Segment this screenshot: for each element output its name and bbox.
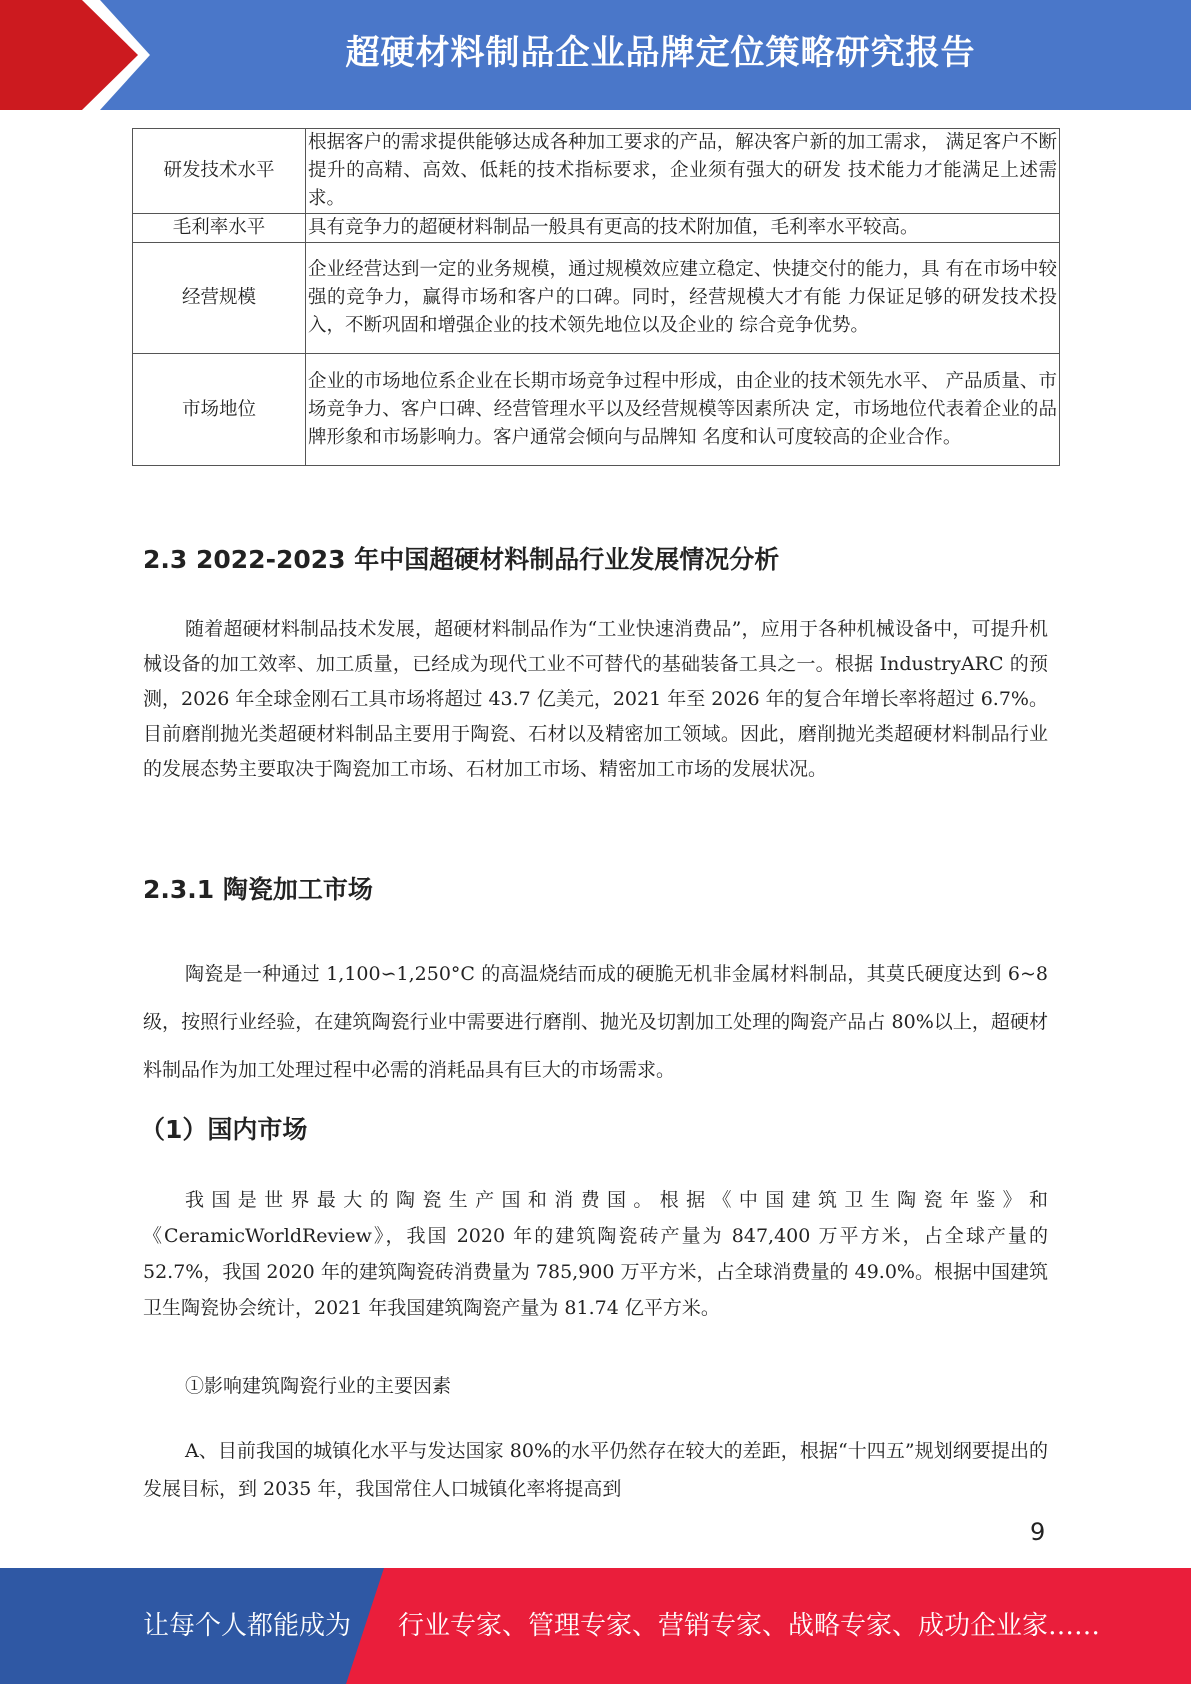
factors-subheading: ①影响建筑陶瓷行业的主要因素 bbox=[185, 1375, 452, 1397]
table-cell-value: 企业经营达到一定的业务规模，通过规模效应建立稳定、快捷交付的能力，具 有在市场中较强的竞争力，赢得市场和客户的口碑。同时，经营规模大才有能 力保证足够的研发技术投入，不断巩固和增强企业的技术领先地位以及企业的 综合竞争优势。 bbox=[306, 243, 1060, 354]
footer-banner bbox=[0, 1568, 1191, 1684]
table-cell-key: 毛利率水平 bbox=[133, 214, 306, 243]
table-cell-value: 企业的市场地位系企业在长期市场竞争过程中形成，由企业的技术领先水平、 产品质量、市场竞争力、客户口碑、经营管理水平以及经营规模等因素所决 定，市场地位代表着企业的品牌形象和市场影响力。客户通常会倾向与品牌知 名度和认可度较高的企业合作。 bbox=[306, 354, 1060, 466]
domestic-paragraph: 我国是世界最大的陶瓷生产国和消费国。根据《中国建筑卫生陶瓷年鉴》和《CeramicWorldReview》，我国 2020 年的建筑陶瓷砖产量为 847,400 万平方米，占全球产量的 52.7%，我国 2020 年的建筑陶瓷砖消费量为 785,900 万平方米，占全球消费量的 49.0%。根据中国建筑卫生陶瓷协会统计，2021 年我国建筑陶瓷产量为 81.74 亿平方米。 bbox=[143, 1189, 1048, 1319]
domestic-market-heading: （1）国内市场 bbox=[140, 1115, 308, 1144]
table-cell-key: 研发技术水平 bbox=[133, 129, 306, 214]
point-a-paragraph: A、目前我国的城镇化水平与发达国家 80%的水平仍然存在较大的差距，根据“十四五”规划纲要提出的发展目标，到 2035 年，我国常住人口城镇化率将提高到 bbox=[143, 1440, 1048, 1500]
page-number: 9 bbox=[1030, 1518, 1046, 1546]
table-row bbox=[133, 354, 1060, 466]
table-row bbox=[133, 243, 1060, 354]
chevron-decoration bbox=[0, 0, 140, 110]
table-cell-value: 根据客户的需求提供能够达成各种加工要求的产品，解决客户新的加工需求， 满足客户不断提升的高精、高效、低耗的技术指标要求，企业须有强大的研发 技术能力才能满足上述需求。 bbox=[306, 129, 1060, 214]
table-cell-value: 具有竞争力的超硬材料制品一般具有更高的技术附加值，毛利率水平较高。 bbox=[306, 214, 1060, 243]
table-row bbox=[133, 214, 1060, 243]
report-title: 超硬材料制品企业品牌定位策略研究报告 bbox=[345, 33, 976, 73]
header-banner bbox=[0, 0, 1191, 110]
footer-slogan-right: 行业专家、管理专家、营销专家、战略专家、成功企业家…… bbox=[398, 1611, 1101, 1641]
section-heading: 2.3 2022-2023 年中国超硬材料制品行业发展情况分析 bbox=[143, 545, 780, 574]
table-row bbox=[133, 129, 1060, 214]
footer-slogan-left: 让每个人都能成为 bbox=[143, 1611, 352, 1641]
table-cell-key: 经营规模 bbox=[133, 243, 306, 354]
table-cell-key: 市场地位 bbox=[133, 354, 306, 466]
factors-table bbox=[132, 128, 1060, 466]
subsection-paragraph: 陶瓷是一种通过 1,100∽1,250°C 的高温烧结而成的硬脆无机非金属材料制品，其莫氏硬度达到 6~8 级，按照行业经验，在建筑陶瓷行业中需要进行磨削、抛光及切割加工处理的陶瓷产品占 80%以上，超硬材料制品作为加工处理过程中必需的消耗品具有巨大的市场需求。 bbox=[143, 963, 1048, 1081]
subsection-heading: 2.3.1 陶瓷加工市场 bbox=[143, 875, 373, 904]
section-paragraph: 随着超硬材料制品技术发展，超硬材料制品作为“工业快速消费品”，应用于各种机械设备中，可提升机械设备的加工效率、加工质量，已经成为现代工业不可替代的基础装备工具之一。根据 IndustryARC 的预测，2026 年全球金刚石工具市场将超过 43.7 亿美元，2021 年至 2026 年的复合年增长率将超过 6.7%。目前磨削抛光类超硬材料制品主要用于陶瓷、石材以及精密加工领域。因此，磨削抛光类超硬材料制品行业的发展态势主要取决于陶瓷加工市场、石材加工市场、精密加工市场的发展状况。 bbox=[143, 618, 1048, 780]
